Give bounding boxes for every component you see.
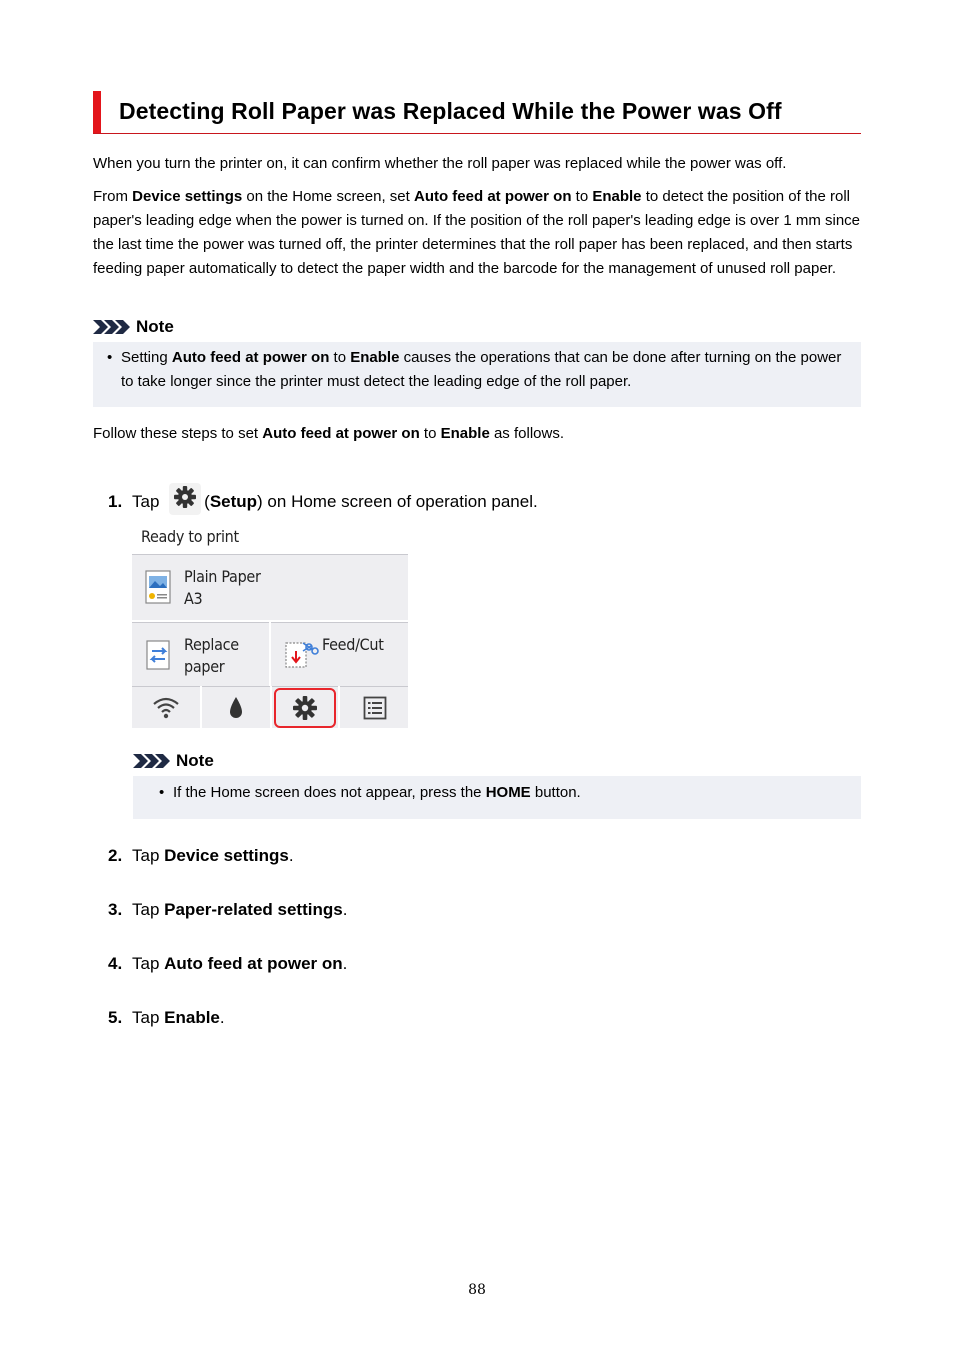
replace-label-line2: paper [184,657,225,676]
wifi-icon [152,695,180,719]
note-label: Note [136,317,174,336]
note-label: Note [176,751,214,770]
intro-paragraph: When you turn the printer on, it can confirm whether the roll paper was replaced while the power was off. [93,155,787,172]
paper-settings-tile[interactable] [132,554,408,621]
enable-term: Enable [592,188,642,205]
step-number: 1. [108,492,123,511]
note-text: If the Home screen does not appear, press the HOME button. [173,784,581,801]
auto-feed-term: Auto feed at power on [413,188,572,205]
step-5: 5. Tap Enable. [108,1008,225,1027]
note-arrows-icon [133,754,171,768]
page-title: Detecting Roll Paper was Replaced While the Power was Off [119,98,782,124]
description-paragraph: From Device settings on the Home screen, set Auto feed at power on to Enable to detect the position of the roll paper's leading edge when the power is turned on. If the position of the roll paper's leading edge is over 1 mm since the last time the power was turned off, the printer determines that the roll paper has been replaced, and then starts feeding paper automatically to detect the paper width and the barcode for the management of unused roll paper. [93,188,861,277]
setup-gear-icon [169,483,201,515]
note-box [93,342,861,407]
feed-cut-icon [283,637,319,671]
note-arrows-icon [93,320,131,334]
note-bullet: • [107,349,113,366]
device-settings-term: Device settings [132,188,243,205]
step-2: 2. Tap Device settings. [108,846,294,865]
step-4: 4. Tap Auto feed at power on. [108,954,348,973]
paper-icon [144,569,172,605]
ink-button[interactable] [202,686,270,728]
paper-size-label: A3 [184,589,203,608]
note-heading-2 [133,750,214,772]
follow-paragraph: Follow these steps to set Auto feed at power on to Enable as follows. [93,425,564,442]
list-icon [363,696,387,720]
step-3: 3. Tap Paper-related settings. [108,900,348,919]
paper-type-label: Plain Paper [184,567,261,586]
setup-gear-icon [291,694,319,722]
step-1: 1. Tap (Setup) on Home screen of operation panel. [108,483,538,515]
ink-drop-icon [228,696,244,720]
note-heading [93,316,174,338]
operation-panel-screenshot [132,522,408,727]
replace-paper-tile[interactable] [132,622,269,686]
replace-paper-icon [144,639,174,671]
note-text: Setting Auto feed at power on to Enable causes the operations that can be done after turning on the power to take longer since the printer must detect the leading edge of the roll paper. [121,349,842,390]
wifi-button[interactable] [132,686,200,728]
section-heading [93,91,861,134]
setup-button[interactable] [272,686,338,728]
page-number: 88 [468,1282,486,1298]
feed-cut-label: Feed/Cut [322,635,384,654]
job-list-button[interactable] [340,686,408,728]
panel-status: Ready to print [141,527,239,546]
heading-accent-bar [93,91,101,133]
note-box-2 [133,776,861,819]
feed-cut-tile[interactable] [271,622,408,686]
note-bullet: • [159,784,165,801]
replace-label-line1: Replace [184,635,239,654]
